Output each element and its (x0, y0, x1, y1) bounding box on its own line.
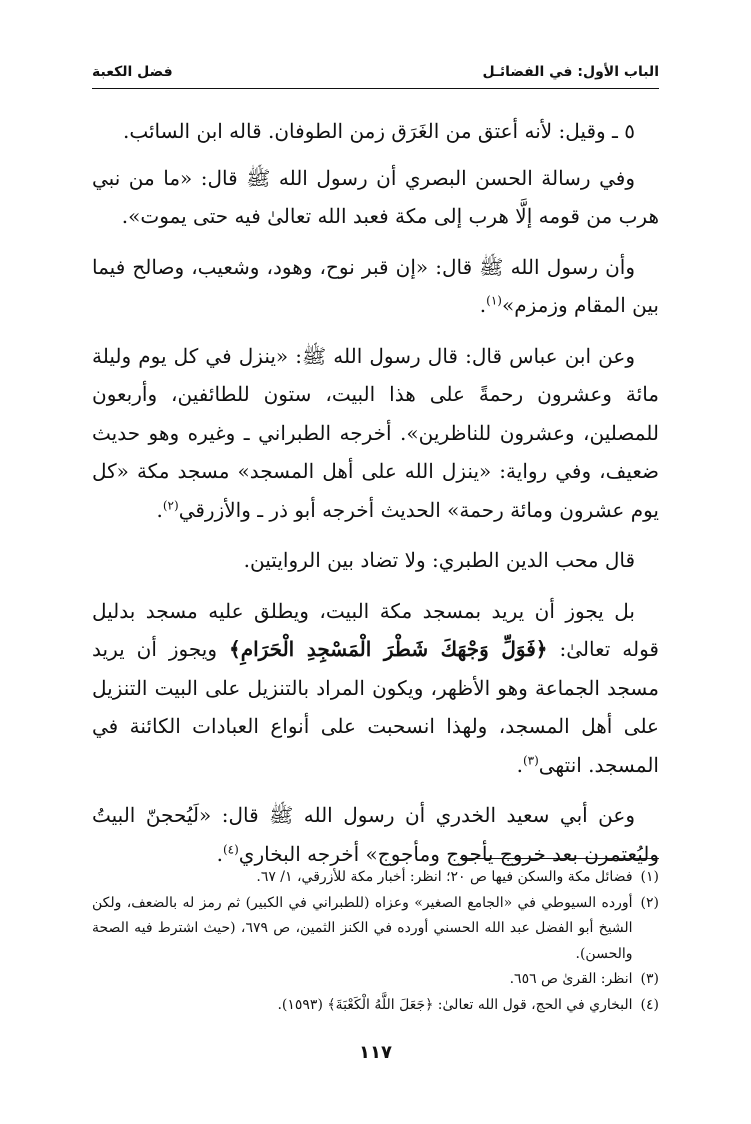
footnote-1 (92, 865, 659, 891)
footnote-text: البخاري في الحج، قول الله تعالىٰ: ﴿جَعَلَ اللَّهُ الْكَعْبَةَ﴾ (١٥٩٣). (277, 996, 633, 1013)
footnote-ref-2[interactable]: (٢) (162, 497, 179, 512)
footnote-number: (٣) (640, 971, 659, 987)
running-header (92, 56, 659, 88)
paragraph-4-text: وعن ابن عباس قال: قال رسول الله ﷺ: «ينزل في كل يوم وليلة مائة وعشرون رحمةً على هذا البيت، ستون للطائفين، وأربعون للمصلين، وعشرون للناظرين». أخرجه الطبراني ـ وغيره وهو حديث ضعيف، وفي رواية: «ينزل الله على أهل المسجد» مسجد مكة «كل يوم عشرون ومائة رحمة» الحديث أخرجه أبو ذر ـ والأزرقي (92, 343, 659, 522)
footnote-2 (92, 891, 659, 968)
footnote-text: أورده السيوطي في «الجامع الصغير» وعزاه (للطبراني في الكبير) ثم رمز له بالضعف، ولكن الشيخ أبو الفضل عبد الله الحسني أورده في الكنز الثمين، ص ٦٧٩، (حيث اشترط فيه الصحة والحسن). (92, 894, 633, 962)
paragraph-7 (92, 796, 659, 873)
section-title: فضل الكعبة (92, 64, 173, 80)
paragraph-7-text: وعن أبي سعيد الخدري أن رسول الله ﷺ قال: «لَيُحجنّ البيتُ وليُعتمرن بعد خروج يأجوج ومأجوج» أخرجه البخاري (92, 803, 659, 866)
footnote-4 (92, 993, 659, 1019)
footnote-3 (92, 967, 659, 993)
main-text (92, 112, 659, 885)
page-number: ١١٧ (359, 1042, 392, 1063)
paragraph-6-rest: ويجوز أن يريد مسجد الجماعة وهو الأظهر، ويكون المراد بالتنزيل على البيت التنزيل على أهل المسجد، ولهذا انسحبت على أنواع العبادات الكائنة في المسجد. انتهى (92, 637, 659, 777)
paragraph-6 (92, 592, 659, 785)
footnote-ref-1[interactable]: (١) (486, 293, 502, 308)
paragraph-4-end: . (156, 497, 163, 522)
paragraph-4 (92, 337, 659, 530)
chapter-title: الباب الأول: في الفضائـل (482, 64, 659, 80)
footnote-ref-4[interactable]: (٤) (222, 841, 239, 856)
header-rule (92, 88, 659, 89)
paragraph-6-lead: بل يجوز أن يريد بمسجد مكة البيت، ويطلق عليه مسجد بدليل قوله تعالىٰ: (92, 598, 659, 661)
paragraph-1: ٥ ـ وقيل: لأنه أعتق من الغَرَق زمن الطوفان. قاله ابن السائب. (122, 119, 635, 143)
footnote-number: (١) (640, 869, 659, 885)
paragraph-6-end: . (516, 752, 523, 777)
paragraph-3 (92, 248, 659, 325)
paragraph-3-text: وأن رسول الله ﷺ قال: «إن قبر نوح، وهود، وشعيب، وصالح فيما بين المقام وزمزم» (92, 254, 659, 317)
footnote-text: انظر: القرىٰ ص ٦٥٦. (509, 971, 633, 987)
quran-verse: ﴿فَوَلِّ وَجْهَكَ شَطْرَ الْمَسْجِدِ الْحَرَامِ﴾ (228, 637, 548, 661)
footnotes (92, 865, 659, 1018)
paragraph-2: وفي رسالة الحسن البصري أن رسول الله ﷺ قال: «ما من نبي هرب من قومه إلَّا هرب إلى مكة فعبد الله تعالىٰ فيه حتى يموت». (92, 165, 659, 228)
footnote-number: (٢) (640, 894, 659, 911)
paragraph-7-end: . (216, 841, 223, 866)
paragraph-3-end: . (479, 293, 487, 317)
footnote-number: (٤) (640, 996, 659, 1013)
paragraph-5: قال محب الدين الطبري: ولا تضاد بين الروايتين. (243, 548, 635, 572)
footnote-rule (460, 858, 659, 859)
footnote-ref-3[interactable]: (٣) (522, 752, 539, 767)
footnote-text: فضائل مكة والسكن فيها ص ٢٠؛ انظر: أخبار مكة للأزرقي، ١/ ٦٧. (256, 869, 633, 885)
